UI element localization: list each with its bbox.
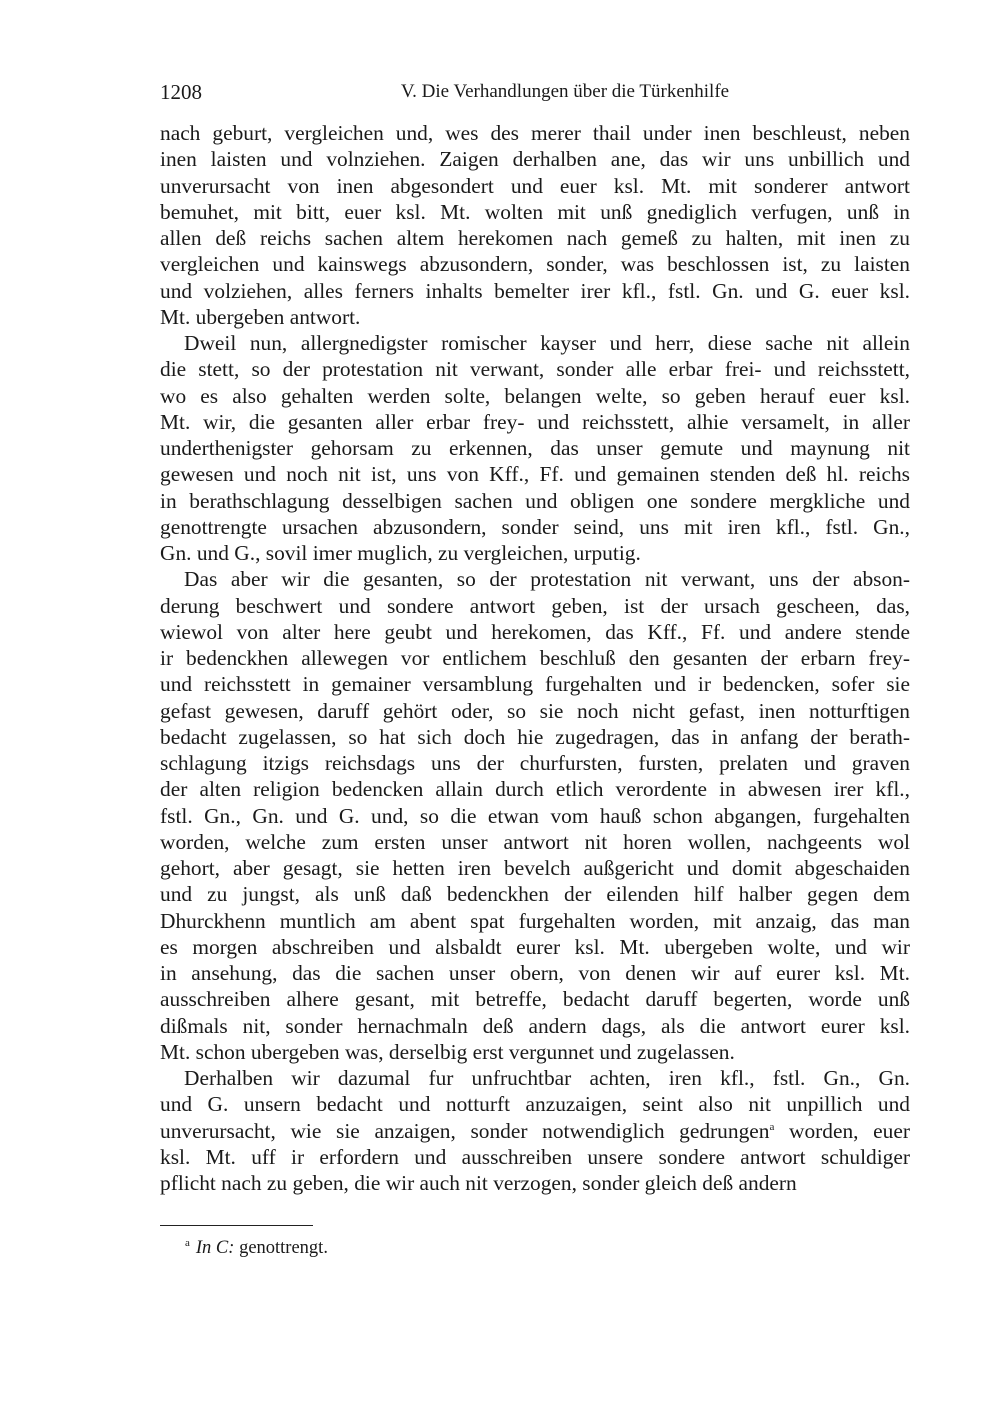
line-text: unverursacht, wie sie anzaigen, sonder notwendiglich gedrungen [160,1118,770,1143]
text-line: bemuhet, mit bitt, euer ksl. Mt. wolten mit unß gnediglich verfugen, unß in [160,199,910,224]
text-line: Derhalben wir dazumal fur unfruchtbar achten, iren kfl., fstl. Gn., Gn. [184,1066,910,1090]
text-line: Das aber wir die gesanten, so der protestation nit verwant, uns der abson- [184,567,910,592]
text-line: bedacht zugelassen, so hat sich doch hie zugedragen, das in anfang der berath- [160,724,910,749]
footnote-divider [160,1225,313,1226]
text-line: wiewol von alter here geubt und herekomen, das Kff., Ff. und andere stende [160,619,910,644]
text-line: allen deß reichs sachen altem herekomen nach gemeß zu halten, mit inen zu [160,226,910,250]
text-line: unverursacht von inen abgesondert und euer ksl. Mt. mit sonderer antwort [160,173,910,198]
text-line: fstl. Gn., Gn. und G. und, so die etwan vom hauß schon abgangen, furgehalten [160,803,910,828]
text-line: gehort, aber gesagt, sie hetten iren bevelch außgericht und domit abgeschaiden [160,856,910,880]
text-line: es morgen abschreiben und alsbaldt eurer ksl. Mt. ubergeben wolte, und wir [160,934,910,959]
text-line: Mt. schon ubergeben was, derselbig erst vergunnet und zugelassen. [160,1039,735,1064]
text-line: Mt. ubergeben antwort. [160,304,361,329]
line-text-continuation: worden, euer [774,1118,910,1143]
text-line: dißmals nit, sonder hernachmaln deß andern dags, als die antwort eurer ksl. [160,1013,910,1038]
page-number: 1208 [160,80,202,104]
text-line: worden, welche zum ersten unser antwort nit horen wollen, nachgeents wol [160,829,910,854]
text-line: Dweil nun, allergnedigster romischer kayser und herr, diese sache nit allein [184,331,910,355]
running-head [160,78,910,106]
text-line: in berathschlagung desselbigen sachen und obligen one sondere mergkliche und [160,488,910,513]
paragraph [160,330,910,566]
text-line: derung beschwert und sondere antwort geben, ist der ursach gescheen, das, [160,593,910,618]
text-line [160,1118,910,1144]
text-line: nach geburt, vergleichen und, wes des merer thail under inen beschleust, neben [160,121,910,145]
paragraph [160,1065,910,1196]
text-line: der alten religion bedencken allain durch etlich verordente in abwesen irer kfl., [160,777,910,802]
footnote-source-label: In C: [195,1238,235,1258]
footnote-letter: a [185,1237,190,1249]
text-line: ksl. Mt. uff ir erfordern und ausschreiben unsere sondere antwort schuldiger [160,1144,910,1169]
text-line: in ansehung, das die sachen unser obern, von denen wir auf eurer ksl. Mt. [160,961,910,985]
text-line: die stett, so der protestation nit verwant, sonder alle erbar frei- und reichsstett, [160,357,910,382]
paragraph [160,120,910,330]
text-line: und G. unsern bedacht und notturft anzuzaigen, seint also nit unpillich und [160,1092,910,1117]
body-text [160,120,910,1196]
text-line: gewesen und noch nit ist, uns von Kff., Ff. und gemainen stenden deß hl. reichs [160,462,910,487]
text-line: und volziehen, alles ferners inhalts bemelter irer kfl., fstl. Gn. und G. euer ksl. [160,278,910,303]
text-line: vergleichen und kainswegs abzusondern, sonder, was beschlossen ist, zu laisten [160,252,910,277]
text-line: schlagung itzigs reichsdags uns der churfursten, fursten, prelaten und graven [160,751,910,775]
text-line: ausschreiben alhere gesant, mit betreffe, bedacht daruff begerten, worde unß [160,987,910,1012]
text-line: ir bedenckhen allewegen vor entlichem beschluß den gesanten der erbarn frey- [160,646,910,670]
paragraph [160,566,910,1065]
text-line: und reichsstett in gemainer versamblung furgehalten und ir bedencken, sofer sie [160,672,910,697]
text-line: inen laisten und volnziehen. Zaigen derhalben ane, das wir uns unbillich und [160,147,910,172]
footnote [185,1230,328,1261]
text-line: underthenigster gehorsam zu erkennen, das unser gemute und maynung nit [160,436,910,460]
text-line: gefast gewesen, daruff gehört oder, so sie noch nicht gefast, inen notturftigen [160,698,910,723]
text-line: Mt. wir, die gesanten aller erbar frey- und reichsstett, alhie versamelt, in aller [160,409,910,434]
footnote-text: genottrengt. [234,1238,328,1258]
text-line: Dhurckhenn muntlich am abent spat furgehalten worden, mit anzaig, das man [160,908,910,933]
text-line: wo es also gehalten werden solte, belangen welte, so geben herauf euer ksl. [160,383,910,408]
text-line: genottrengte ursachen abzusondern, sonder seind, uns mit iren kfl., fstl. Gn., [160,514,910,539]
text-line: und zu jungst, als unß daß bedenckhen der eilenden hilf halber gegen dem [160,882,910,907]
text-line: Gn. und G., sovil imer muglich, zu vergleichen, urputig. [160,541,641,565]
footnote-reference-marker[interactable]: a [769,1120,775,1133]
text-line: pflicht nach zu geben, die wir auch nit verzogen, sonder gleich deß andern [160,1171,797,1195]
chapter-title: V. Die Verhandlungen über die Türkenhilfe [400,81,730,102]
